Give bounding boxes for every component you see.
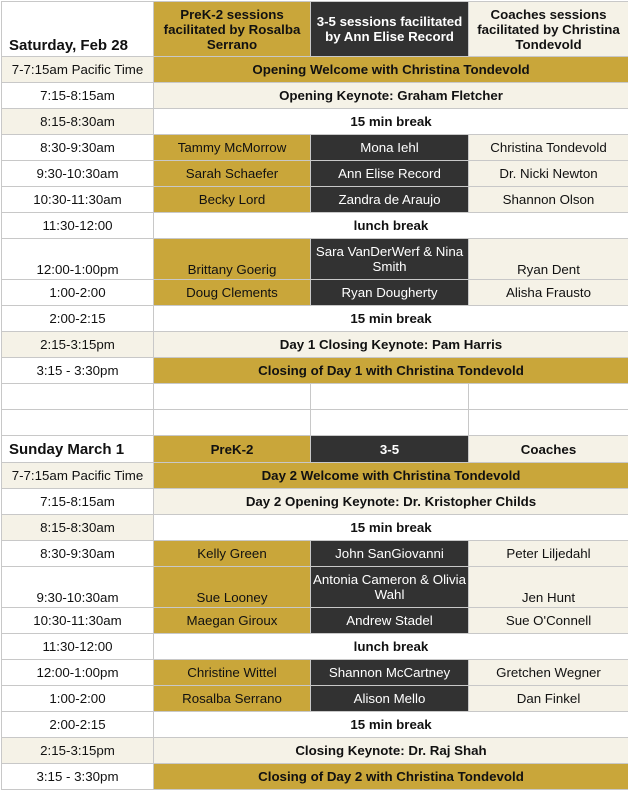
grades-3-5-session: Mona Iehl xyxy=(311,135,469,161)
day2-session-row xyxy=(2,660,628,686)
track-3-5-header: 3-5 sessions facilitated by Ann Elise Record xyxy=(311,2,469,57)
grades-3-5-session: John SanGiovanni xyxy=(311,541,469,567)
prek2-session: Maegan Giroux xyxy=(154,608,311,634)
time-cell: 7:15-8:15am xyxy=(2,489,154,515)
keynote-session: Day 2 Opening Keynote: Dr. Kristopher Childs xyxy=(154,489,628,515)
closing-session: Closing of Day 2 with Christina Tondevold xyxy=(154,764,628,790)
day1-session-row xyxy=(2,280,628,306)
coaches-session: Jen Hunt xyxy=(469,567,628,608)
spacer-row xyxy=(2,410,628,436)
welcome-session: Day 2 Welcome with Christina Tondevold xyxy=(154,463,628,489)
prek2-session: Kelly Green xyxy=(154,541,311,567)
coaches-session: Christina Tondevold xyxy=(469,135,628,161)
day2-closing-keynote-row xyxy=(2,738,628,764)
time-cell: 10:30-11:30am xyxy=(2,608,154,634)
break-session: 15 min break xyxy=(154,109,628,135)
day1-break-row xyxy=(2,306,628,332)
time-cell: 12:00-1:00pm xyxy=(2,239,154,280)
coaches-session: Alisha Frausto xyxy=(469,280,628,306)
spacer-row xyxy=(2,384,628,410)
coaches-session: Ryan Dent xyxy=(469,239,628,280)
time-cell: 8:15-8:30am xyxy=(2,109,154,135)
time-cell: 8:30-9:30am xyxy=(2,135,154,161)
day1-title: Saturday, Feb 28 xyxy=(2,2,154,57)
coaches-session: Sue O'Connell xyxy=(469,608,628,634)
grades-3-5-session: Ann Elise Record xyxy=(311,161,469,187)
track-coaches-header: Coaches xyxy=(469,436,628,463)
coaches-session: Dan Finkel xyxy=(469,686,628,712)
day1-lunch-row xyxy=(2,213,628,239)
prek2-session: Tammy McMorrow xyxy=(154,135,311,161)
day2-welcome-row xyxy=(2,463,628,489)
prek2-session: Doug Clements xyxy=(154,280,311,306)
grades-3-5-session: Zandra de Araujo xyxy=(311,187,469,213)
coaches-session: Shannon Olson xyxy=(469,187,628,213)
grades-3-5-session: Alison Mello xyxy=(311,686,469,712)
day2-break-row xyxy=(2,515,628,541)
prek2-session: Rosalba Serrano xyxy=(154,686,311,712)
day1-closing-keynote-row xyxy=(2,332,628,358)
time-cell: 1:00-2:00 xyxy=(2,686,154,712)
day1-session-row xyxy=(2,135,628,161)
day2-header-row xyxy=(2,436,628,463)
day2-session-row xyxy=(2,541,628,567)
day2-closing-row xyxy=(2,764,628,790)
time-cell: 2:00-2:15 xyxy=(2,306,154,332)
time-cell: 3:15 - 3:30pm xyxy=(2,358,154,384)
lunch-session: lunch break xyxy=(154,634,628,660)
day2-lunch-row xyxy=(2,634,628,660)
prek2-session: Christine Wittel xyxy=(154,660,311,686)
keynote-session: Opening Keynote: Graham Fletcher xyxy=(154,83,628,109)
time-cell: 2:15-3:15pm xyxy=(2,332,154,358)
break-session: 15 min break xyxy=(154,712,628,738)
track-coaches-header: Coaches sessions facilitated by Christina Tondevold xyxy=(469,2,628,57)
lunch-session: lunch break xyxy=(154,213,628,239)
prek2-session: Sarah Schaefer xyxy=(154,161,311,187)
grades-3-5-session: Ryan Dougherty xyxy=(311,280,469,306)
coaches-session: Gretchen Wegner xyxy=(469,660,628,686)
time-cell: 9:30-10:30am xyxy=(2,567,154,608)
time-cell: 9:30-10:30am xyxy=(2,161,154,187)
time-cell: 7:15-8:15am xyxy=(2,83,154,109)
welcome-session: Opening Welcome with Christina Tondevold xyxy=(154,57,628,83)
track-prek2-header: PreK-2 sessions facilitated by Rosalba Serrano xyxy=(154,2,311,57)
time-cell: 2:00-2:15 xyxy=(2,712,154,738)
time-cell: 11:30-12:00 xyxy=(2,634,154,660)
prek2-session: Brittany Goerig xyxy=(154,239,311,280)
time-cell: 12:00-1:00pm xyxy=(2,660,154,686)
day1-closing-row xyxy=(2,358,628,384)
day1-keynote-row xyxy=(2,83,628,109)
time-cell: 8:30-9:30am xyxy=(2,541,154,567)
break-session: 15 min break xyxy=(154,306,628,332)
prek2-session: Becky Lord xyxy=(154,187,311,213)
day1-session-row xyxy=(2,187,628,213)
time-cell: 2:15-3:15pm xyxy=(2,738,154,764)
day1-session-row xyxy=(2,161,628,187)
day1-session-row xyxy=(2,239,628,280)
day2-session-row xyxy=(2,608,628,634)
time-cell: 7-7:15am Pacific Time xyxy=(2,57,154,83)
keynote-session: Closing Keynote: Dr. Raj Shah xyxy=(154,738,628,764)
day1-break-row xyxy=(2,109,628,135)
day1-welcome-row xyxy=(2,57,628,83)
day2-title: Sunday March 1 xyxy=(2,436,154,463)
schedule-table xyxy=(1,1,628,790)
grades-3-5-session: Andrew Stadel xyxy=(311,608,469,634)
coaches-session: Peter Liljedahl xyxy=(469,541,628,567)
day2-keynote-row xyxy=(2,489,628,515)
day2-session-row xyxy=(2,567,628,608)
track-prek2-header: PreK-2 xyxy=(154,436,311,463)
time-cell: 3:15 - 3:30pm xyxy=(2,764,154,790)
track-3-5-header: 3-5 xyxy=(311,436,469,463)
time-cell: 7-7:15am Pacific Time xyxy=(2,463,154,489)
grades-3-5-session: Sara VanDerWerf & Nina Smith xyxy=(311,239,469,280)
coaches-session: Dr. Nicki Newton xyxy=(469,161,628,187)
grades-3-5-session: Antonia Cameron & Olivia Wahl xyxy=(311,567,469,608)
prek2-session: Sue Looney xyxy=(154,567,311,608)
time-cell: 1:00-2:00 xyxy=(2,280,154,306)
time-cell: 8:15-8:30am xyxy=(2,515,154,541)
time-cell: 10:30-11:30am xyxy=(2,187,154,213)
day1-header-row xyxy=(2,2,628,57)
grades-3-5-session: Shannon McCartney xyxy=(311,660,469,686)
day2-break-row xyxy=(2,712,628,738)
day2-session-row xyxy=(2,686,628,712)
time-cell: 11:30-12:00 xyxy=(2,213,154,239)
break-session: 15 min break xyxy=(154,515,628,541)
keynote-session: Day 1 Closing Keynote: Pam Harris xyxy=(154,332,628,358)
closing-session: Closing of Day 1 with Christina Tondevold xyxy=(154,358,628,384)
